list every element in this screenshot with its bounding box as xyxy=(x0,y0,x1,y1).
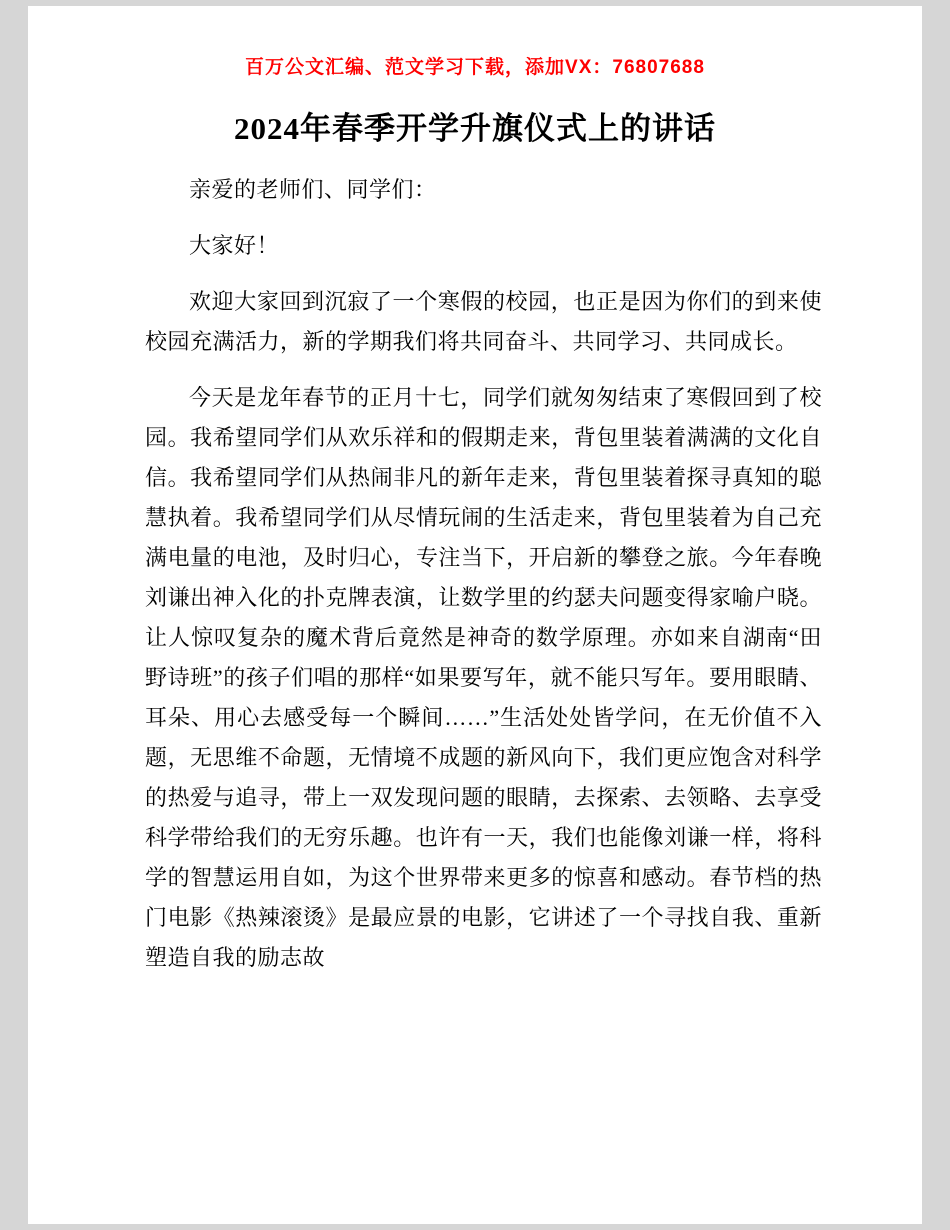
paragraph: 今天是龙年春节的正月十七，同学们就匆匆结束了寒假回到了校园。我希望同学们从欢乐祥和的假期走来，背包里装着满满的文化自信。我希望同学们从热闹非凡的新年走来，背包里装着探寻真知的聪慧执着。我希望同学们从尽情玩闹的生活走来，背包里装着为自己充满电量的电池，及时归心，专注当下，开启新的攀登之旅。今年春晚刘谦出神入化的扑克牌表演，让数学里的约瑟夫问题变得家喻户晓。让人惊叹复杂的魔术背后竟然是神奇的数学原理。亦如来自湖南“田野诗班”的孩子们唱的那样“如果要写年，就不能只写年。要用眼睛、耳朵、用心去感受每一个瞬间……”生活处处皆学问，在无价值不入题，无思维不命题，无情境不成题的新风向下，我们更应饱含对科学的热爱与追寻，带上一双发现问题的眼睛，去探索、去领略、去享受科学带给我们的无穷乐趣。也许有一天，我们也能像刘谦一样，将科学的智慧运用自如，为这个世界带来更多的惊喜和感动。春节档的热门电影《热辣滚烫》是最应景的电影，它讲述了一个寻找自我、重新塑造自我的励志故 xyxy=(145,385,822,970)
document-body xyxy=(28,148,922,978)
paragraph: 大家好！ xyxy=(189,233,280,258)
document-title: 2024年春季开学升旗仪式上的讲话 xyxy=(234,111,716,146)
paragraph: 亲爱的老师们、同学们： xyxy=(189,177,437,202)
promo-header-text: 百万公文汇编、范文学习下载，添加VX：76807688 xyxy=(245,57,705,78)
paragraph: 欢迎大家回到沉寂了一个寒假的校园，也正是因为你们的到来使校园充满活力，新的学期我们将共同奋斗、共同学习、共同成长。 xyxy=(145,289,822,354)
document-page xyxy=(28,6,922,1224)
